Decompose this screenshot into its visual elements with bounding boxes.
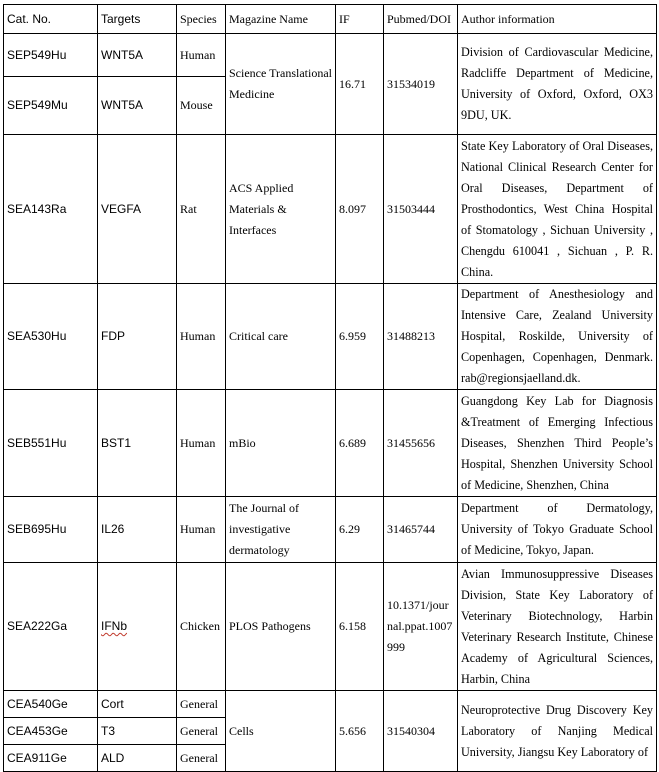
header-pubmed-doi: Pubmed/DOI — [384, 5, 458, 34]
target-cell: IL26 — [98, 497, 177, 563]
header-cat-no: Cat. No. — [4, 5, 98, 34]
species-cell: General — [177, 691, 226, 718]
header-author-information: Author information — [458, 5, 657, 34]
target-cell: VEGFA — [98, 135, 177, 284]
target-cell: ALD — [98, 745, 177, 772]
author-cell: Avian Immunosuppressive Diseases Division, State Key Laboratory of Veterinary Biotechnology, Harbin Veterinary Research Institute, Chinese Academy of Agricultural Sciences, Harbin, China — [458, 563, 657, 691]
cat-no-cell: SEA530Hu — [4, 284, 98, 390]
pubmed-cell: 31465744 — [384, 497, 458, 563]
if-cell: 16.71 — [336, 34, 384, 135]
target-cell: T3 — [98, 718, 177, 745]
if-cell: 6.29 — [336, 497, 384, 563]
author-cell: Division of Cardiovascular Medicine, Radcliffe Department of Medicine, University of Oxford, Oxford, OX3 9DU, UK. — [458, 34, 657, 135]
magazine-cell: The Journal of investigative dermatology — [226, 497, 336, 563]
header-magazine-name: Magazine Name — [226, 5, 336, 34]
magazine-cell: Critical care — [226, 284, 336, 390]
publications-table — [3, 4, 657, 772]
if-cell: 6.959 — [336, 284, 384, 390]
magazine-cell: Cells — [226, 691, 336, 772]
author-cell: State Key Laboratory of Oral Diseases, National Clinical Research Center for Oral Diseases, Department of Prosthodontics, West China Hospital of Stomatology , Sichuan University , Chengdu 610041 , Sichuan , P. R. China. — [458, 135, 657, 284]
if-cell: 8.097 — [336, 135, 384, 284]
if-cell: 5.656 — [336, 691, 384, 772]
table-row — [4, 497, 657, 563]
target-cell: FDP — [98, 284, 177, 390]
pubmed-cell: 31503444 — [384, 135, 458, 284]
table-row — [4, 691, 657, 718]
if-cell: 6.689 — [336, 390, 384, 497]
species-cell: General — [177, 718, 226, 745]
species-cell: Human — [177, 284, 226, 390]
magazine-cell: ACS Applied Materials & Interfaces — [226, 135, 336, 284]
magazine-cell: PLOS Pathogens — [226, 563, 336, 691]
header-targets: Targets — [98, 5, 177, 34]
target-cell: BST1 — [98, 390, 177, 497]
cat-no-cell: CEA540Ge — [4, 691, 98, 718]
author-cell: Neuroprotective Drug Discovery Key Laboratory of Nanjing Medical University, Jiangsu Key Laboratory of — [458, 691, 657, 772]
cat-no-cell: CEA453Ge — [4, 718, 98, 745]
species-cell: Mouse — [177, 77, 226, 135]
cat-no-cell: SEB695Hu — [4, 497, 98, 563]
header-row — [4, 5, 657, 34]
table-row — [4, 135, 657, 284]
table-row — [4, 34, 657, 77]
species-cell: Chicken — [177, 563, 226, 691]
table-row — [4, 390, 657, 497]
header-if: IF — [336, 5, 384, 34]
target-cell: IFNb — [98, 563, 177, 691]
pubmed-cell: 31534019 — [384, 34, 458, 135]
cat-no-cell: CEA911Ge — [4, 745, 98, 772]
magazine-cell: mBio — [226, 390, 336, 497]
species-cell: Rat — [177, 135, 226, 284]
species-cell: General — [177, 745, 226, 772]
author-cell: Department of Anesthesiology and Intensive Care, Zealand University Hospital, Roskilde, University of Copenhagen, Copenhagen, Denmark. rab@regionsjaelland.dk. — [458, 284, 657, 390]
pubmed-cell: 31488213 — [384, 284, 458, 390]
cat-no-cell: SEP549Hu — [4, 34, 98, 77]
table-row — [4, 284, 657, 390]
pubmed-cell: 10.1371/journal.ppat.1007999 — [384, 563, 458, 691]
target-cell: WNT5A — [98, 34, 177, 77]
species-cell: Human — [177, 497, 226, 563]
magazine-cell: Science Translational Medicine — [226, 34, 336, 135]
cat-no-cell: SEA222Ga — [4, 563, 98, 691]
cat-no-cell: SEA143Ra — [4, 135, 98, 284]
cat-no-cell: SEB551Hu — [4, 390, 98, 497]
pubmed-cell: 31540304 — [384, 691, 458, 772]
if-cell: 6.158 — [336, 563, 384, 691]
header-species: Species — [177, 5, 226, 34]
species-cell: Human — [177, 34, 226, 77]
cat-no-cell: SEP549Mu — [4, 77, 98, 135]
pubmed-cell: 31455656 — [384, 390, 458, 497]
target-cell: Cort — [98, 691, 177, 718]
target-cell: WNT5A — [98, 77, 177, 135]
author-cell: Department of Dermatology, University of Tokyo Graduate School of Medicine, Tokyo, Japan. — [458, 497, 657, 563]
author-cell: Guangdong Key Lab for Diagnosis &Treatment of Emerging Infectious Diseases, Shenzhen Third People’s Hospital, Shenzhen University School of Medicine, Shenzhen, China — [458, 390, 657, 497]
species-cell: Human — [177, 390, 226, 497]
table-row — [4, 563, 657, 691]
